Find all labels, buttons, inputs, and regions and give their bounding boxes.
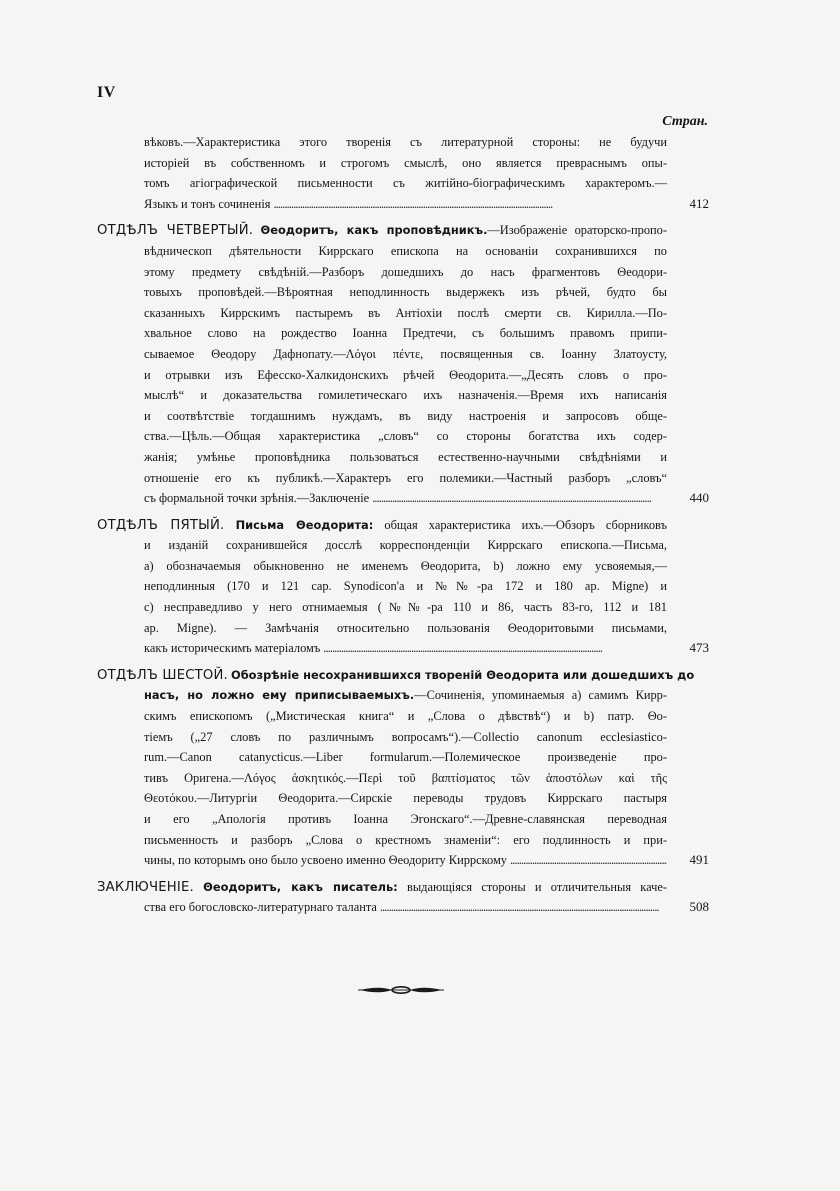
toc-line-text: выдающіяся стороны и отличительныя каче- [397,879,667,894]
toc-line: c) несправедливо у него отнимаемыя (№№-ра 110 и 86, часть 83-го, 112 и 181 [144,600,667,615]
toc-line: Θεοτόκου.—Литургіи Θеодорита.—Сирскіе переводы трудовъ Киррскаго пастыря [144,791,667,806]
toc-line: rum.—Canon catanycticus.—Liber formularum.—Полемическое произведеніе про- [144,750,667,765]
dot-leader [372,488,667,509]
toc-line-text: ства его богословско-литературнаго таланта [144,900,377,915]
toc-line: и изданій сохранившейся досслѣ корреспонденціи Киррскаго епископа.—Письма, [144,538,667,553]
toc-line: сказанныхъ Киррскимъ пастыремъ въ Антіохіи послѣ смерти св. Кирилла.—По- [144,305,667,320]
toc-line: a) обозначаемыя обыкновенно не именемъ Θеодорита, b) ложно ему усвояемыя,— [144,558,667,573]
toc-line-text: чины, по которымъ оно было усвоено именно Θеодориту Киррскому [144,853,507,868]
toc-line: отношеніе его къ публикѣ.—Характеръ его полемики.—Частный разборъ „словъ“ [144,470,667,485]
dot-leader [323,638,667,659]
section-heading: ОТДѢЛЪ ЧЕТВЕРТЫЙ. [97,223,254,239]
toc-line [97,665,709,686]
toc-entry-part4 [97,220,709,508]
toc-line: этому предмету свѣдѣній.—Разборъ дошедшихъ до насъ фрагментовъ Θеодори- [144,264,667,279]
toc-line-last [97,488,709,509]
toc-entry-conclusion [97,877,709,918]
toc-line: мыслѣ“ и доказательства гомилетическаго ихъ назначенія.—Время ихъ написанія [144,388,667,403]
toc-line [97,877,709,898]
toc-line-text: —Изображеніе ораторско-пропо- [487,223,667,238]
decorative-ornament-icon [358,983,444,997]
section-heading: ОТДѢЛЪ ШЕСТОЙ. [97,667,228,683]
section-subject: Письма Θеодорита: [235,517,374,532]
page-ref: 412 [689,195,709,211]
toc-line: исторіей въ собственномъ и строгомъ смыслѣ, оно является превраснымъ опы- [144,155,667,170]
toc-line [97,685,709,706]
toc-line-text: —Сочиненія, упоминаемыя a) самимъ Кирр- [414,688,667,703]
toc-line: хвальное слово на рождество Іоанна Предтечи, съ большимъ правомъ припи- [144,326,667,341]
toc-line: ар. Migne). — Замѣчанія относительно пользованія Θеодоритовыми письмами, [144,620,667,635]
toc-line: сываемое Θеодору Дафнопату.—Λόγοι πέντε, посвященныя св. Іоанну Златоусту, [144,346,667,361]
toc-line: товыхъ проповѣдей.—Вѣроятная неподлинность выдержекъ изъ рѣчей, будто бы [144,285,667,300]
dot-leader [273,194,667,215]
toc-line: жанія; умѣнье проповѣдника пользоваться естественно-научными свѣдѣніями и [144,449,667,464]
toc-line [97,515,709,536]
table-of-contents [97,132,709,924]
toc-line [97,220,709,241]
toc-line: письменность и разборъ „Слова о крестномъ знаменіи“: его подлинность и при- [144,832,667,847]
page-column-header: Стран. [662,114,708,129]
toc-line: вѣковъ.—Характеристика этого творенія съ литературной стороны: не будучи [144,135,667,149]
toc-line: и его „Апологія противъ Іоанна Эгонскаго“.—Древне-славянская переводная [144,812,667,826]
toc-line: тіемъ („27 словъ по различнымъ вопросамъ“).—Collectio canonum ecclesiastico- [144,729,667,744]
toc-line: и отрывки изъ Ефесско-Халкидонскихъ рѣчей Θеодорита.—„Десять словъ о про- [144,367,667,382]
dot-leader [510,850,667,871]
section-heading: ЗАКЛЮЧЕНІЕ. [97,879,194,895]
toc-line: ства.—Цѣль.—Общая характеристика „словъ“ со стороны богатства ихъ содер- [144,429,667,444]
section-subject: Обозрѣніе несохранившихся твореній Θеодорита или дошедшихъ до [231,667,695,682]
toc-line: тивъ Оригена.—Λόγος ἀσκητικός.—Περὶ τοῦ βαπτίσματος τῶν ἀποστόλων καὶ τῆς [144,770,667,785]
page-ref: 440 [689,490,709,506]
toc-line: и соотвѣтствіе тогдашнимъ нуждамъ, въ виду настроенія и запросовъ обще- [144,408,667,423]
page-ref: 491 [689,852,709,868]
toc-line: томъ агіографической письменности съ житійно-біографическимъ характеромъ.— [144,176,667,191]
section-subject: Θеодоритъ, какъ проповѣдникъ. [260,223,488,238]
toc-line: скимъ епископомъ („Мистическая книга“ и „Слова о дѣвствѣ“) и b) патр. Θо- [144,709,667,724]
toc-line: вѣдническоп дѣятельности Киррскаго епископа на основаніи сохранившихся по [144,243,667,258]
toc-line: неподлинныя (170 и 121 cap. Synodicon'a и №№-ра 172 и 180 ар. Migne) и [144,579,667,594]
section-subject: насъ, но ложно ему приписываемыхъ. [144,688,415,703]
page-ref: 473 [689,640,709,656]
toc-entry-part5 [97,515,709,659]
page-ref: 508 [689,899,709,915]
toc-line-last [97,897,709,918]
toc-entry-part6 [97,665,709,871]
toc-entry-continuation [97,132,709,214]
toc-line-text: съ формальной точки зрѣнія.—Заключеніе [144,491,370,506]
page-number: IV [97,84,116,101]
toc-line-text: общая характеристика ихъ.—Обзоръ сборниковъ [373,517,668,532]
toc-line-text: какъ историческимъ матеріаломъ [144,641,321,656]
toc-line-text: Языкъ и тонъ сочиненія [144,196,271,211]
toc-line-last [97,194,709,215]
section-subject: Θеодоритъ, какъ писатель: [203,879,398,894]
toc-line-last [97,638,709,659]
dot-leader [380,897,667,918]
toc-line-last [97,850,709,871]
section-heading: ОТДѢЛЪ ПЯТЫЙ. [97,517,225,533]
